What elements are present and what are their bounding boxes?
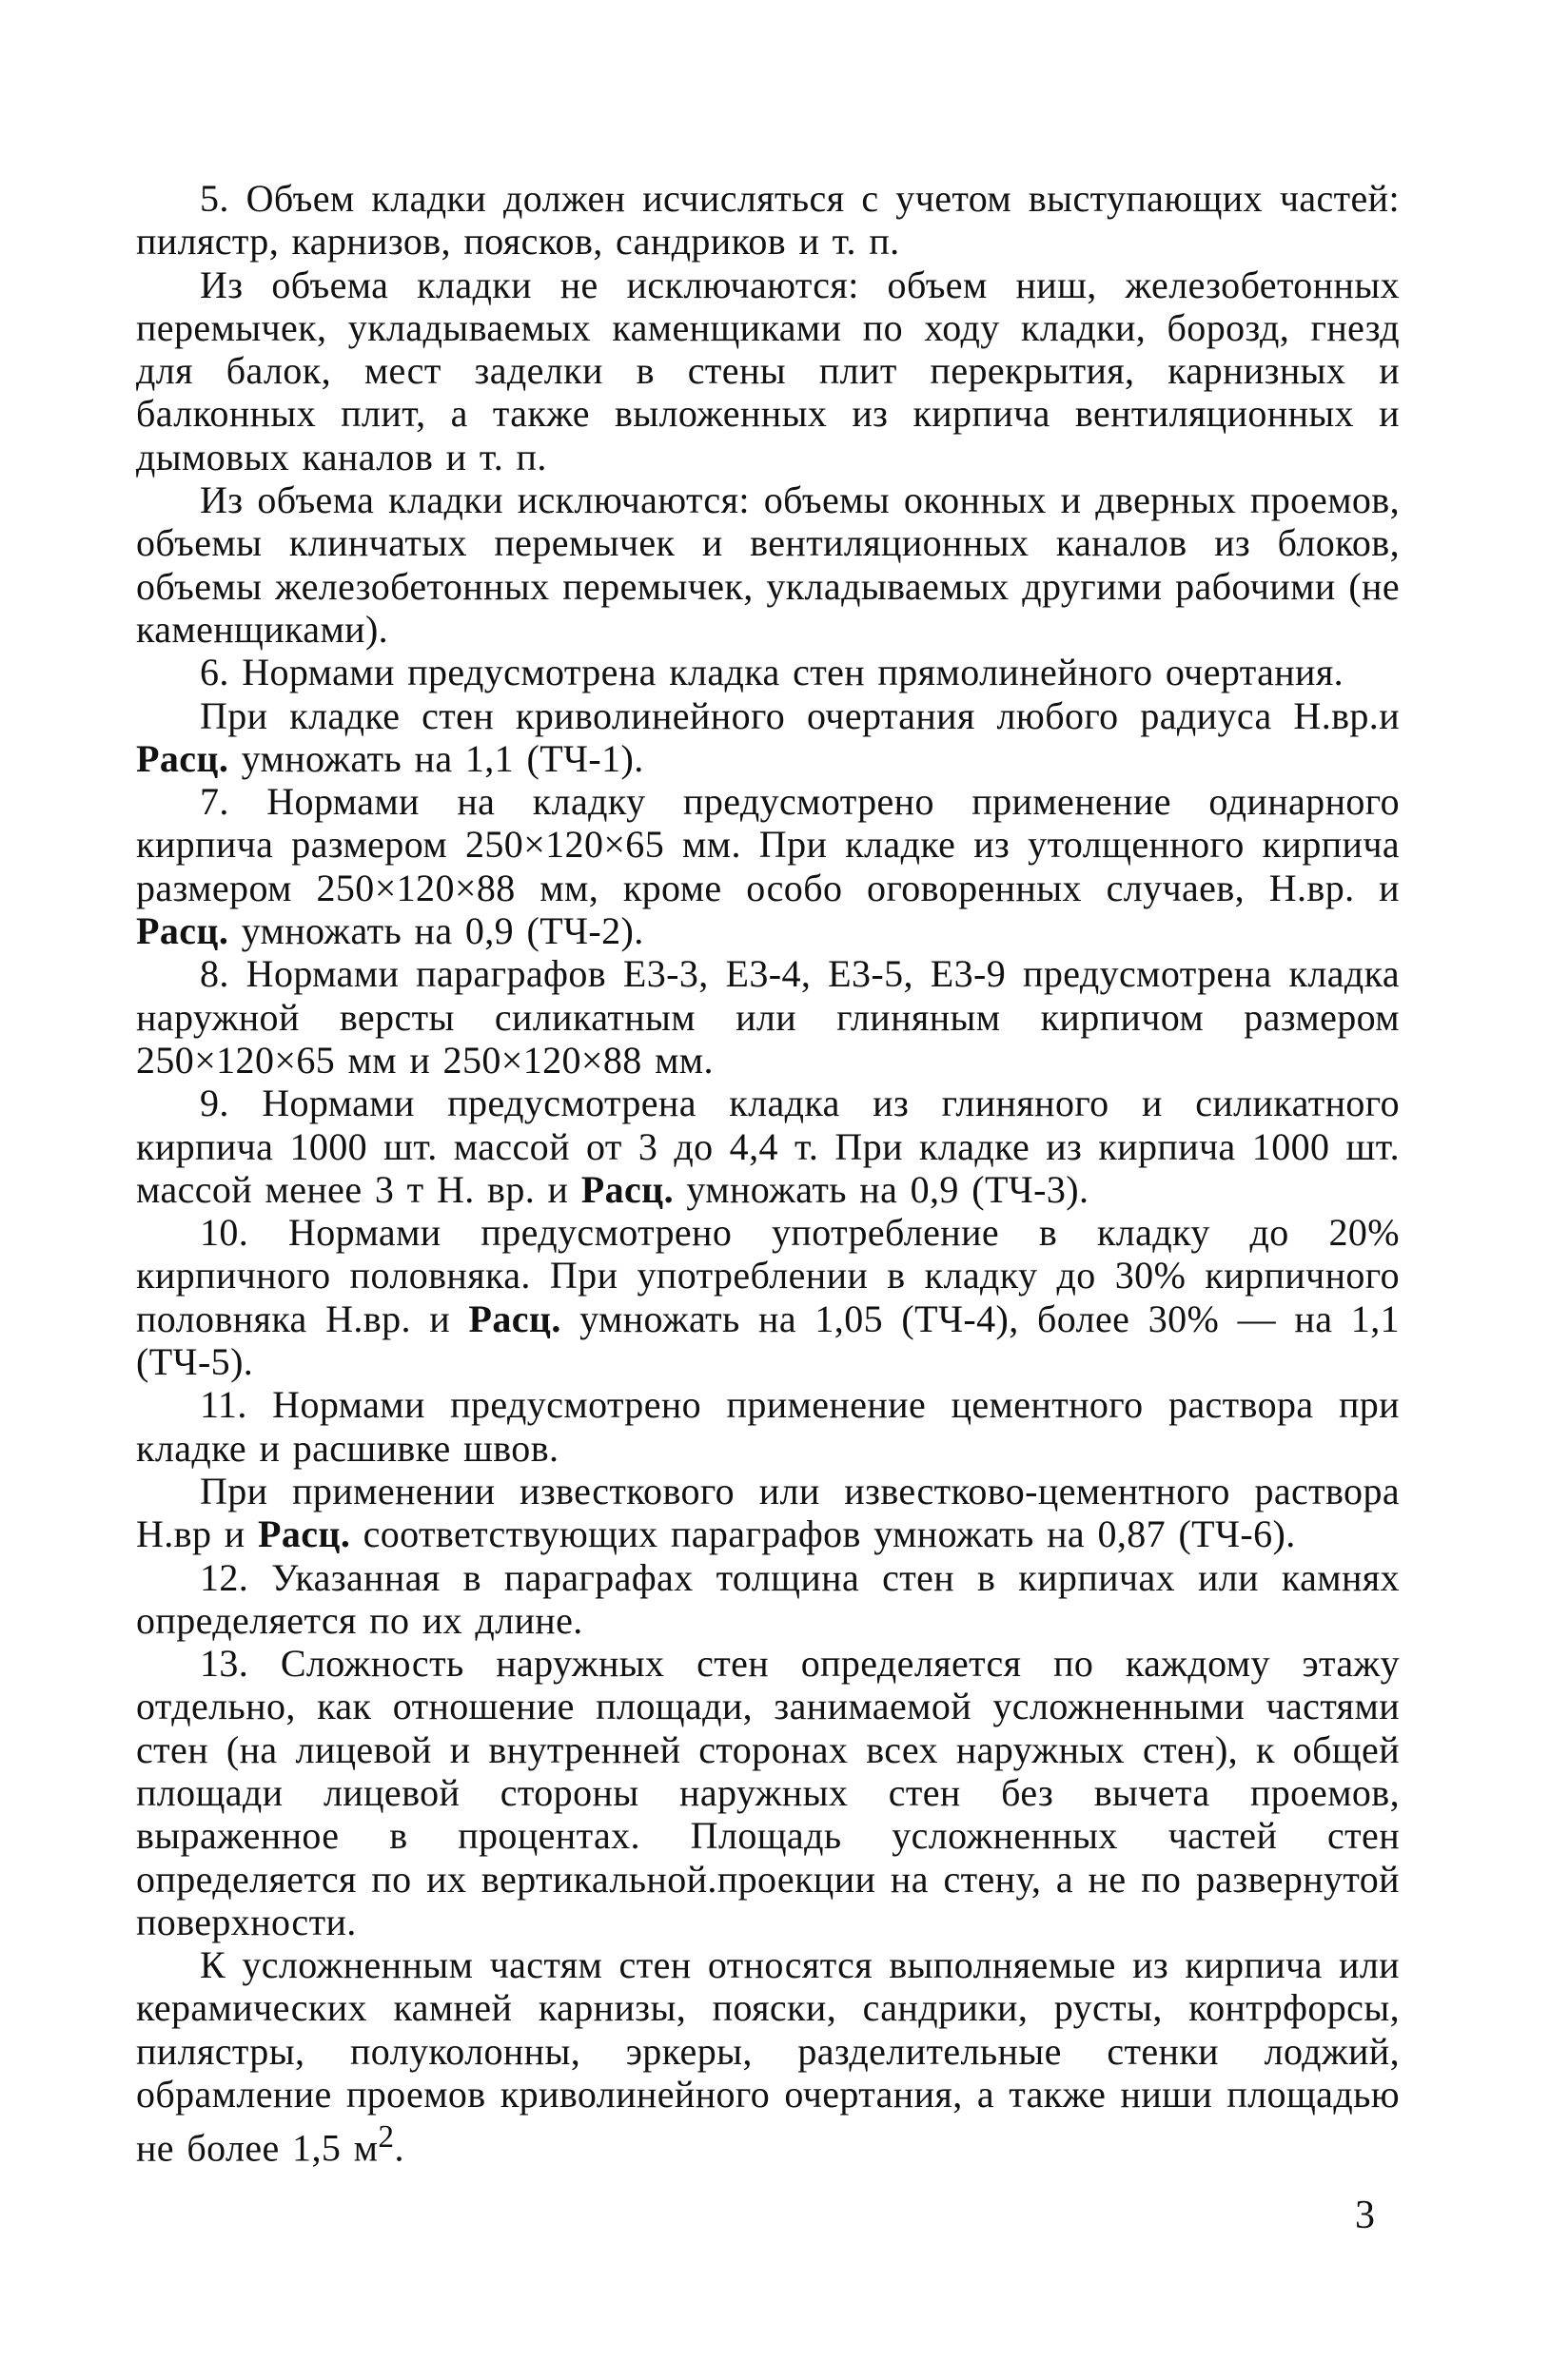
rate-term: Расц. xyxy=(136,909,229,953)
paragraph-11-lime: При применении известкового или известково-цементного раствора Н.вр и Расц. соответствующих параграфов умножать на 0,87 (ТЧ-6). xyxy=(136,1469,1400,1556)
paragraph-7: 7. Нормами на кладку предусмотрено применение одинарного кирпича размером 250×120×65 мм. При кладке из утолщенного кирпича размером 250×120×88 мм, кроме особо оговоренных случаев, Н.вр. и Расц. умножать на 0,9 (ТЧ-2). xyxy=(136,780,1400,953)
document-body xyxy=(136,177,1400,2170)
paragraph-13-complex-parts: К усложненным частям стен относятся выполняемые из кирпича или керамических камней карнизы, пояски, сандрики, русты, контрфорсы, пилястры, полуколонны, эркеры, разделительные стенки лоджий, обрамление проемов криволинейного очертания, а также ниши площадью не более 1,5 $м^2$. xyxy=(136,1943,1400,2170)
paragraph-10: 10. Нормами предусмотрено употребление в кладку до 20% кирпичного половняка. При употреблении в кладку до 30% кирпичного половняка Н.вр. и Расц. умножать на 1,05 (ТЧ-4), более 30% — на 1,1 (ТЧ-5). xyxy=(136,1211,1400,1384)
paragraph-6-curved: При кладке стен криволинейного очертания любого радиуса Н.вр.и Расц. умножать на 1,1 (ТЧ-1). xyxy=(136,693,1400,780)
paragraph-13: 13. Сложность наружных стен определяется по каждому этажу отдельно, как отношение площади, занимаемой усложненными частями стен (на лицевой и внутренней сторонах всех наружных стен), к общей площади лицевой стороны наружных стен без вычета проемов, выраженное в процентах. Площадь усложненных частей стен определяется по их вертикальной.проекции на стену, а не по развернутой поверхности. xyxy=(136,1642,1400,1943)
paragraph-6: 6. Нормами предусмотрена кладка стен прямолинейного очертания. xyxy=(200,651,1344,694)
paragraph-9: 9. Нормами предусмотрена кладка из глиняного и силикатного кирпича 1000 шт. массой от 3 до 4,4 т. При кладке из кирпича 1000 шт. массой менее 3 т Н. вр. и Расц. умножать на 0,9 (ТЧ-3). xyxy=(136,1082,1400,1211)
paragraph-11: 11. Нормами предусмотрено применение цементного раствора при кладке и расшивке швов. xyxy=(136,1383,1400,1470)
rate-term: Расц. xyxy=(468,1297,561,1340)
paragraph-5-exclusions-not: Из объема кладки не исключаются: объем ниш, железобетонных перемычек, укладываемых каменщиками по ходу кладки, борозд, гнезд для балок, мест заделки в стены плит перекрытия, карнизных и балконных плит, а также выложенных из кирпича вентиляционных и дымовых каналов и т. п. xyxy=(136,263,1400,478)
rate-term: Расц. xyxy=(136,736,229,780)
superscript-square: 2 xyxy=(378,2119,395,2156)
paragraph-5: 5. Объем кладки должен исчисляться с учетом выступающих частей: пилястр, карнизов, поясков, сандриков и т. п. xyxy=(136,177,1400,263)
rate-term: Расц. xyxy=(257,1512,351,1556)
page-number: 3 xyxy=(1355,2194,1375,2237)
paragraph-12: 12. Указанная в параграфах толщина стен в кирпичах или камнях определяется по их длине. xyxy=(136,1555,1400,1642)
rate-term: Расц. xyxy=(580,1167,674,1211)
paragraph-5-exclusions: Из объема кладки исключаются: объемы оконных и дверных проемов, объемы клинчатых перемычек и вентиляционных каналов из блоков, объемы железобетонных перемычек, укладываемых другими рабочими (не каменщиками). xyxy=(136,478,1400,651)
paragraph-8: 8. Нормами параграфов Е3-3, Е3-4, Е3-5, Е3-9 предусмотрена кладка наружной версты силикатным или глиняным кирпичом размером 250×120×65 мм и 250×120×88 мм. xyxy=(136,952,1400,1082)
